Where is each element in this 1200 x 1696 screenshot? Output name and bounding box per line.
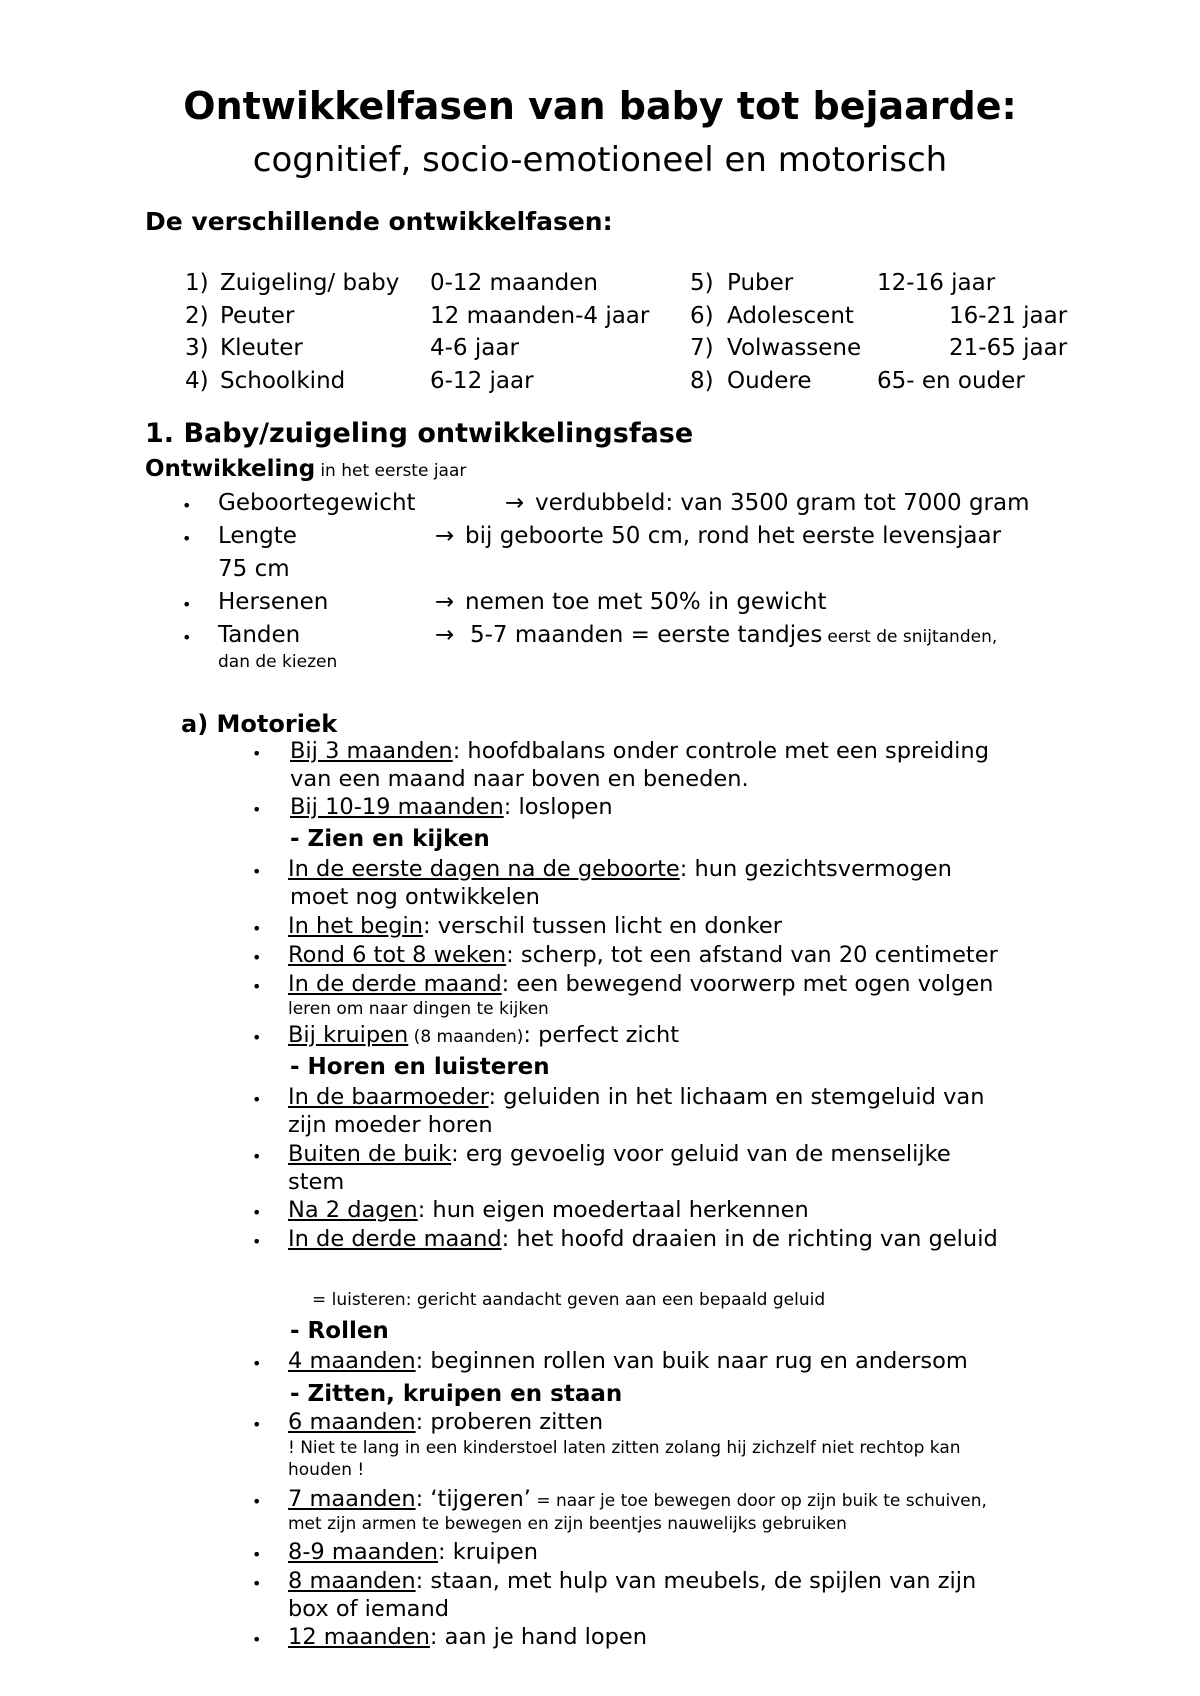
phase-name: Zuigeling/ baby [220,270,400,296]
horen-item [288,1226,998,1252]
bullet-icon: • [182,496,192,515]
luisteren-note: = luisteren: gericht aandacht geven aan een bepaald geluid [312,1290,826,1310]
item-text: : verschil tussen licht en donker [423,913,782,939]
phase-num: 8) [690,368,714,394]
item-note: leren om naar dingen te kijken [288,999,549,1019]
phase-age: 12 maanden-4 jaar [430,303,650,329]
item-small: = naar je toe bewegen door op zijn buik te schuiven, [530,1491,987,1511]
phase-age: 0-12 maanden [430,270,599,296]
item-text: : hun eigen moedertaal herkennen [417,1197,809,1223]
bullet-icon: • [252,1147,262,1166]
item-key: Bij 3 maanden [290,738,453,764]
bullet-icon: • [252,1492,262,1511]
zitten-item [288,1624,647,1650]
item-key: In het begin [288,913,424,939]
item-key: 8-9 maanden [288,1539,439,1565]
item-text-continued: zijn moeder horen [288,1112,493,1138]
item-text-continued: box of iemand [288,1596,450,1622]
arrow-icon: → [435,523,455,549]
item-key: Buiten de buik [288,1141,452,1167]
horen-item [288,1084,984,1110]
rollen-item [288,1348,968,1374]
dev-label: Geboortegewicht [218,490,416,516]
zien-heading: - Zien en kijken [290,826,490,852]
zien-item [288,1022,679,1048]
dev-label: Lengte [218,523,297,549]
item-text: : ‘tijgeren’ [415,1486,531,1512]
arrow-icon: → [435,589,455,615]
phase-name: Puber [727,270,794,296]
zitten-item [288,1409,603,1435]
item-text: : loslopen [503,794,613,820]
arrow-icon: → [435,622,455,648]
item-key: 12 maanden [288,1624,430,1650]
bullet-icon: • [252,1415,262,1434]
item-text: : hun gezichtsvermogen [679,856,952,882]
item-small: (8 maanden) [408,1027,524,1047]
bullet-icon: • [252,1574,262,1593]
bullet-icon: • [252,1232,262,1251]
phase-num: 7) [690,335,714,361]
zien-item [288,971,993,997]
item-note: houden ! [288,1460,365,1480]
zitten-item [288,1568,976,1594]
phase-num: 4) [185,368,209,394]
phase-num: 5) [690,270,714,296]
dev-text: bij geboorte 50 cm, rond het eerste levensjaar [465,523,1002,549]
motoriek-heading: a) Motoriek [181,710,338,738]
zitten-heading: - Zitten, kruipen en staan [290,1381,623,1407]
phase-age: 16-21 jaar [949,303,1068,329]
bullet-icon: • [252,1545,262,1564]
ontwikkeling-subtitle: in het eerste jaar [320,461,467,481]
item-text: : aan je hand lopen [429,1624,648,1650]
zitten-item [288,1486,987,1512]
bullet-icon: • [252,1354,262,1373]
zitten-item [288,1539,538,1565]
item-key: Na 2 dagen [288,1197,418,1223]
zien-item [288,942,998,968]
item-text: : perfect zicht [523,1022,680,1048]
zien-item [288,913,782,939]
bullet-icon: • [182,595,192,614]
item-text: : het hoofd draaien in de richting van geluid [501,1226,998,1252]
phase-num: 6) [690,303,714,329]
motoriek-item [290,738,989,764]
phases-heading: De verschillende ontwikkelfasen: [145,207,613,236]
bullet-icon: • [252,744,262,763]
item-text: : een bewegend voorwerp met ogen volgen [501,971,994,997]
phase-age: 65- en ouder [877,368,1025,394]
item-key: 8 maanden [288,1568,416,1594]
bullet-icon: • [252,919,262,938]
dev-text-continued: 75 cm [218,556,290,582]
ontwikkeling-label: Ontwikkeling [145,456,316,482]
document-title: Ontwikkelfasen van baby tot bejaarde: [183,84,1017,128]
bullet-icon: • [252,1630,262,1649]
dev-text: verdubbeld: van 3500 gram tot 7000 gram [535,490,1030,516]
horen-item [288,1141,951,1167]
item-text: : hoofdbalans onder controle met een spreiding [452,738,989,764]
item-text-continued: stem [288,1169,345,1195]
item-text-continued: moet nog ontwikkelen [290,884,540,910]
dev-label: Tanden [218,622,301,648]
bullet-icon: • [252,1203,262,1222]
bullet-icon: • [182,529,192,548]
phase-age: 4-6 jaar [430,335,519,361]
item-text: : erg gevoelig voor geluid van de menselijke [451,1141,951,1167]
bullet-icon: • [252,862,262,881]
item-text: : beginnen rollen van buik naar rug en andersom [415,1348,968,1374]
item-note: met zijn armen te bewegen en zijn beentjes nauwelijks gebruiken [288,1514,847,1534]
bullet-icon: • [252,1028,262,1047]
dev-text: nemen toe met 50% in gewicht [465,589,827,615]
phase-name: Oudere [727,368,812,394]
item-text: : scherp, tot een afstand van 20 centimeter [506,942,998,968]
item-key: 4 maanden [288,1348,416,1374]
bullet-icon: • [252,800,262,819]
zien-item [288,856,952,882]
item-text: : geluiden in het lichaam en stemgeluid van [488,1084,985,1110]
dev-text: 5-7 maanden = eerste tandjes [470,622,823,648]
bullet-icon: • [252,948,262,967]
item-text: : proberen zitten [415,1409,604,1435]
item-key: Bij 10-19 maanden [290,794,504,820]
item-text: : kruipen [438,1539,538,1565]
item-key: 7 maanden [288,1486,416,1512]
phase-name: Kleuter [220,335,303,361]
ontwikkeling-heading [145,456,466,482]
phase-name: Volwassene [727,335,862,361]
phase-num: 1) [185,270,209,296]
document-subtitle: cognitief, socio-emotioneel en motorisch [252,140,948,180]
phase-age: 6-12 jaar [430,368,534,394]
phase-name: Adolescent [727,303,854,329]
bullet-icon: • [252,1090,262,1109]
phase-num: 3) [185,335,209,361]
bullet-icon: • [252,977,262,996]
rollen-heading: - Rollen [290,1318,389,1344]
motoriek-item [290,794,613,820]
item-key: In de derde maand [288,971,502,997]
item-key: In de eerste dagen na de geboorte [288,856,680,882]
dev-text-continued: dan de kiezen [218,652,338,672]
phase-num: 2) [185,303,209,329]
item-key: 6 maanden [288,1409,416,1435]
item-text: : staan, met hulp van meubels, de spijlen van zijn [415,1568,977,1594]
horen-heading: - Horen en luisteren [290,1054,550,1080]
phase-name: Peuter [220,303,295,329]
phase-name: Schoolkind [220,368,346,394]
dev-text-line [470,622,997,648]
horen-item [288,1197,809,1223]
bullet-icon: • [182,628,192,647]
item-text-continued: van een maand naar boven en beneden. [290,766,749,792]
item-note: ! Niet te lang in een kinderstoel laten zitten zolang hij zichzelf niet rechtop kan [288,1438,961,1458]
item-key: Bij kruipen [288,1022,409,1048]
item-key: In de baarmoeder [288,1084,489,1110]
item-key: Rond 6 tot 8 weken [288,942,507,968]
phase-age: 21-65 jaar [949,335,1068,361]
phase-age: 12-16 jaar [877,270,996,296]
dev-label: Hersenen [218,589,329,615]
section-heading: 1. Baby/zuigeling ontwikkelingsfase [145,418,694,449]
arrow-icon: → [505,490,525,516]
item-key: In de derde maand [288,1226,502,1252]
dev-text-small: eerst de snijtanden, [827,627,998,647]
